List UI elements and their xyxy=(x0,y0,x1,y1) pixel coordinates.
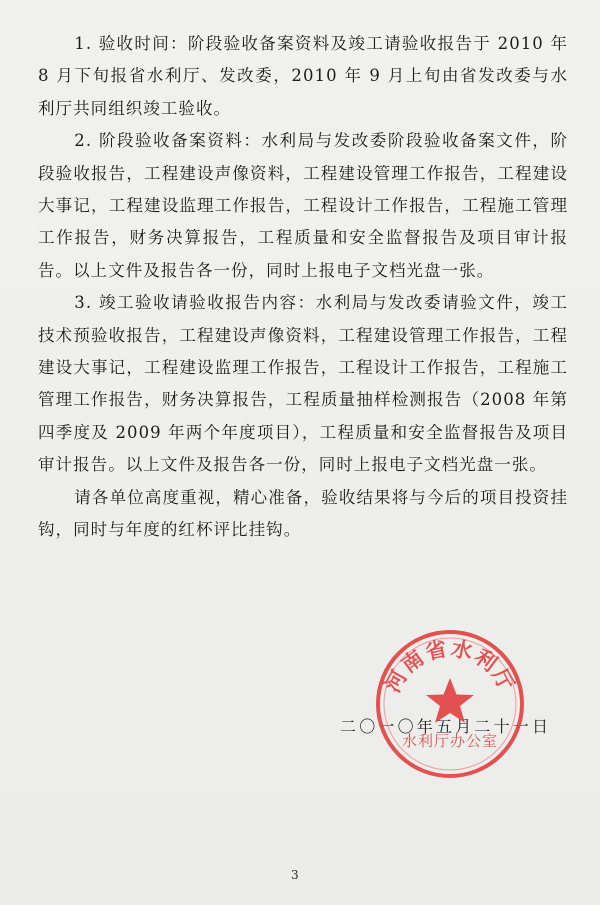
official-seal-icon xyxy=(370,624,530,784)
paragraph-closing-request: 请各单位高度重视，精心准备，验收结果将与今后的项目投资挂钩，同时与年度的红杯评比挂钩。 xyxy=(38,487,568,540)
paragraph-acceptance-time: 1. 验收时间：阶段验收备案资料及竣工请验收报告于 2010 年 8 月下旬报省水利厅、发改委，2010 年 9 月上旬由省发改委与水利厅共同组织竣工验收。 xyxy=(38,34,568,118)
paragraph-completion-report-contents: 3. 竣工验收请验收报告内容：水利局与发改委请验文件，竣工技术预验收报告，工程建设声像资料，工程建设管理工作报告，工程建设大事记，工程建设监理工作报告，工程设计工作报告，工程施工管理工作报告，财务决算报告，工程质量抽样检测报告（2008 年第四季度及 2009 年两个年度项目），工程质量和安全监督报告及项目审计报告。以上文件及报告各一份，同时上报电子文档光盘一张。 xyxy=(38,293,568,475)
document-date: 二〇一〇年五月二十一日 xyxy=(340,717,552,736)
svg-text:水利厅办公室: 水利厅办公室 xyxy=(401,732,499,750)
document-body xyxy=(38,28,568,547)
svg-text:河南省水利厅: 河南省水利厅 xyxy=(380,636,520,697)
page-number: 3 xyxy=(291,868,299,882)
paragraph-stage-acceptance-materials: 2. 阶段验收备案资料：水利局与发改委阶段验收备案文件，阶段验收报告，工程建设声像资料，工程建设管理工作报告，工程建设大事记，工程建设监理工作报告，工程设计工作报告，工程施工管理工作报告，财务决算报告，工程质量和安全监督报告及项目审计报告。以上文件及报告各一份，同时上报电子文档光盘一张。 xyxy=(38,131,568,280)
